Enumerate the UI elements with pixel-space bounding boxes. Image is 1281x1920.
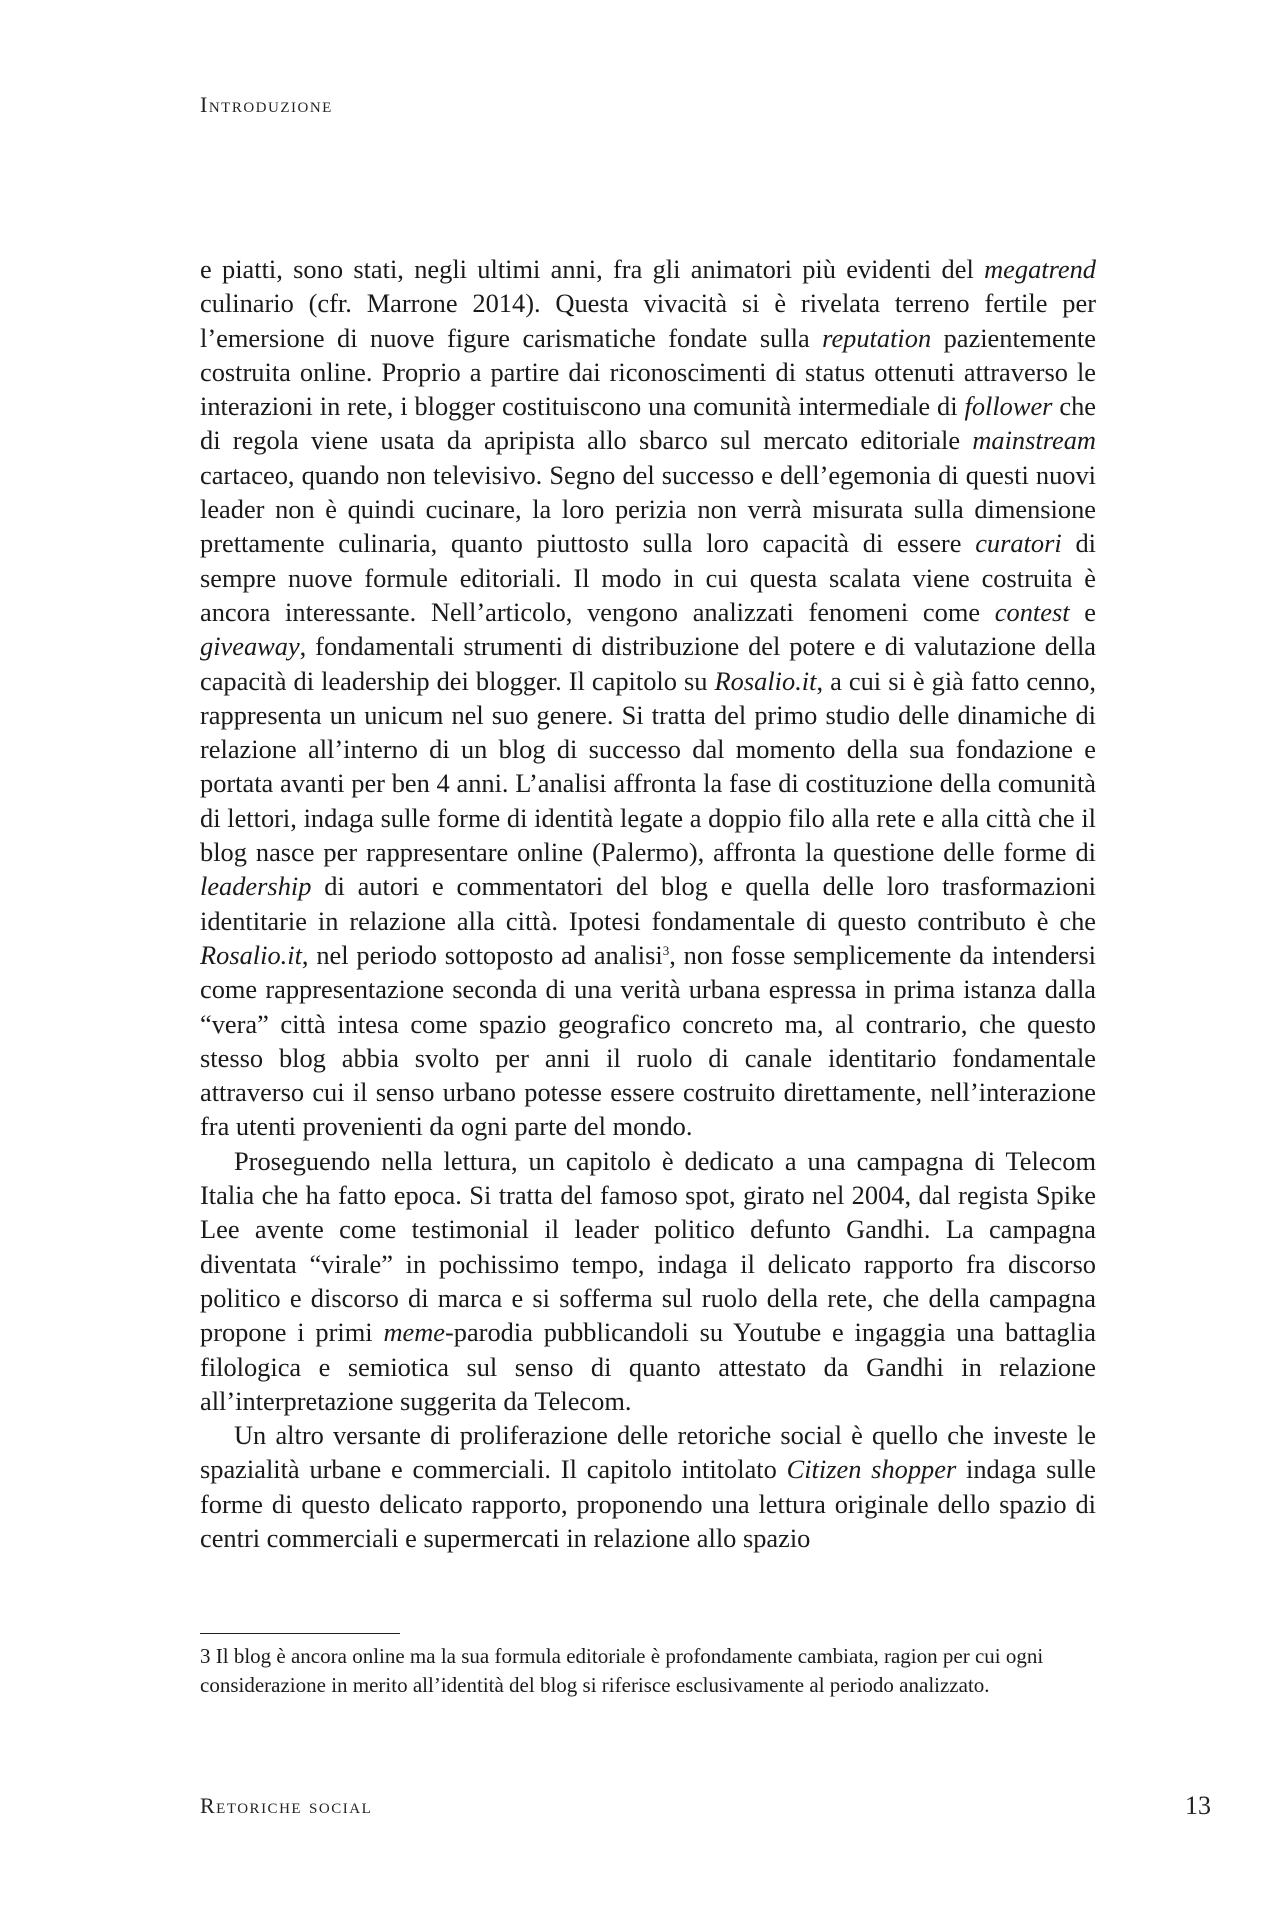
text-run: , nel periodo sottoposto ad analisi — [301, 939, 663, 970]
italic-text: Citizen shopper — [786, 1454, 957, 1485]
footnote-text: Il blog è ancora online ma la sua formula editoriale è profondamente cambiata, ragion per cui ogni considerazione in merito all’identità del blog si riferisce esclusivamente al periodo analizzato. — [200, 1644, 1044, 1697]
text-run: pazientemente costruita online. Proprio a partire dai riconoscimenti di status ottenuti attraverso le interazioni in rete, i blogger costituiscono una comunità intermediale di — [200, 322, 1096, 422]
body-text — [200, 252, 1096, 1555]
text-run: di autori e commentatori del blog e quella delle loro trasformazioni identitarie in relazione alla città. Ipotesi fondamentale di questo contributo è che — [200, 871, 1096, 936]
text-run: , a cui si è già fatto cenno, rappresenta un unicum nel suo genere. Si tratta del primo studio delle dinamiche di relazione all’interno di un blog di successo dal momento della sua fondazione e portata avanti per ben 4 anni. L’analisi affronta la fase di costituzione della comunità di lettori, indaga sulle forme di identità legate a doppio filo alla rete e alla città che il blog nasce per rappresentare online (Palermo), affronta la questione delle forme di — [200, 665, 1097, 868]
page-number: 13 — [1185, 1791, 1211, 1820]
text-run: culinario (cfr. Marrone 2014). Questa vivacità si è rivelata terreno fertile per l’emersione di nuove figure carismatiche fondate sulla — [200, 288, 1096, 353]
italic-text: giveaway — [200, 631, 300, 662]
paragraph — [200, 252, 1096, 1144]
text-run: Un altro versante di proliferazione delle retoriche social è quello che investe le spazialità urbane e commerciali. Il capitolo intitolato — [200, 1420, 1096, 1485]
italic-text: follower — [964, 391, 1053, 422]
footnote-divider — [200, 1633, 400, 1634]
text-run: -parodia pubblicandoli su Youtube e ingaggia una battaglia filologica e semiotica sul senso di quanto attestato da Gandhi in relazione all’interpretazione suggerita da Telecom. — [200, 1317, 1096, 1416]
text-run: Proseguendo nella lettura, un capitolo è dedicato a una campagna di Telecom Italia che ha fatto epoca. Si tratta del famoso spot, girato nel 2004, dal regista Spike Lee avente come testimonial il leader politico defunto Gandhi. La campagna diventata “virale” in pochissimo tempo, indaga il delicato rapporto fra discorso politico e discorso di marca e si sofferma sul ruolo della rete, che della campagna propone i primi — [200, 1145, 1096, 1348]
italic-text: contest — [994, 596, 1070, 627]
text-run: e piatti, sono stati, negli ultimi anni, fra gli animatori più evidenti del — [200, 254, 985, 284]
text-run: e — [1069, 596, 1097, 627]
text-run: , fondamentali strumenti di distribuzione del potere e di valutazione della capacità di leadership dei blogger. Il capitolo su — [200, 631, 1096, 696]
text-run: di sempre nuove formule editoriali. Il modo in cui questa scalata viene costruita è ancora interessante. Nell’articolo, vengono analizzati fenomeni come — [200, 528, 1096, 627]
running-head: Introduzione — [200, 92, 333, 117]
italic-text: mainstream — [972, 425, 1096, 456]
italic-text: meme — [383, 1317, 445, 1348]
text-run: che di regola viene usata da apripista allo sbarco sul mercato editoriale — [200, 391, 1096, 456]
italic-text: curatori — [975, 528, 1062, 559]
italic-text: Rosalio.it — [714, 665, 817, 696]
text-run: , non fosse semplicemente da intendersi come rappresentazione seconda di una verità urbana espressa in prima istanza dalla “vera” città intesa come spazio geografico concreto ma, al contrario, che questo stesso blog abbia svolto per anni il ruolo di canale identitario fondamentale attraverso cui il senso urbano potesse essere costruito direttamente, nell’interazione fra utenti provenienti da ogni parte del mondo. — [200, 939, 1096, 1142]
italic-text: reputation — [822, 322, 932, 353]
italic-text: leadership — [200, 871, 312, 902]
paragraph — [200, 1144, 1096, 1418]
text-run: indaga sulle forme di questo delicato rapporto, proponendo una lettura originale dello spazio di centri commerciali e supermercati in relazione allo spazio — [200, 1454, 1096, 1553]
text-run: cartaceo, quando non televisivo. Segno del successo e dell’egemonia di questi nuovi leader non è quindi cucinare, la loro perizia non verrà misurata sulla dimensione prettamente culinaria, quanto piuttosto sulla loro capacità di essere — [200, 459, 1096, 559]
footnote-number: 3 — [200, 1644, 211, 1668]
paragraph — [200, 1418, 1096, 1555]
footnote-reference: 3 — [662, 942, 670, 958]
footnote — [200, 1642, 1096, 1699]
footer-book-title: Retoriche social — [200, 1793, 373, 1818]
italic-text: Rosalio.it — [200, 939, 302, 970]
italic-text: megatrend — [984, 254, 1096, 284]
